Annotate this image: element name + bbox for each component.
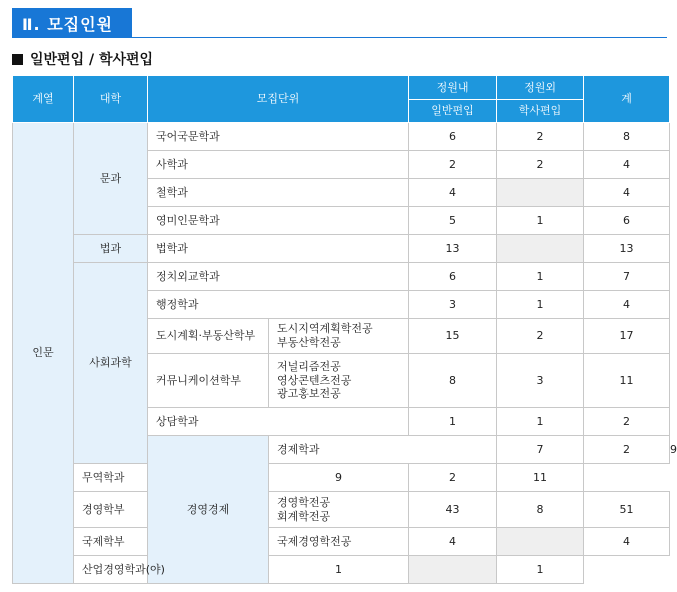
unit-cell: 커뮤니케이션학부 — [148, 354, 269, 408]
bachelor-cell-empty — [497, 179, 584, 207]
major-cell — [269, 319, 409, 354]
general-cell: 4 — [409, 179, 497, 207]
section-title-bar — [12, 8, 667, 38]
table-row — [13, 123, 670, 151]
general-cell: 43 — [409, 492, 497, 528]
general-cell: 15 — [409, 319, 497, 354]
unit-cell: 법학과 — [148, 235, 409, 263]
major-cell — [269, 354, 409, 408]
bachelor-cell: 1 — [497, 291, 584, 319]
unit-cell: 국어국문학과 — [148, 123, 409, 151]
header-gyeyeol: 계열 — [13, 76, 74, 123]
unit-cell: 경제학과 — [269, 436, 497, 464]
college-cell: 법과 — [74, 235, 148, 263]
general-cell: 13 — [409, 235, 497, 263]
total-cell: 8 — [584, 123, 670, 151]
bachelor-cell: 2 — [497, 151, 584, 179]
bachelor-cell-empty — [497, 235, 584, 263]
college-cell: 경영경제 — [148, 436, 269, 584]
unit-cell: 무역학과 — [74, 464, 269, 492]
header-general-transfer: 일반편입 — [409, 100, 497, 123]
general-cell: 3 — [409, 291, 497, 319]
bachelor-cell: 2 — [584, 436, 670, 464]
bachelor-cell: 8 — [497, 492, 584, 528]
bachelor-cell: 1 — [497, 207, 584, 235]
table-row — [13, 528, 670, 556]
header-within-quota: 정원내 — [409, 76, 497, 100]
unit-cell: 사학과 — [148, 151, 409, 179]
total-cell: 2 — [584, 408, 670, 436]
unit-cell: 경영학부 — [74, 492, 148, 528]
major-cell: 국제경영학전공 — [269, 528, 409, 556]
general-cell: 2 — [409, 151, 497, 179]
general-cell: 4 — [409, 528, 497, 556]
title-underline — [132, 37, 667, 38]
general-cell: 1 — [269, 556, 409, 584]
total-cell: 11 — [497, 464, 584, 492]
general-cell: 9 — [269, 464, 409, 492]
admission-table — [12, 75, 677, 584]
total-cell: 4 — [584, 179, 670, 207]
unit-cell: 산업경영학과(야) — [74, 556, 269, 584]
general-cell: 5 — [409, 207, 497, 235]
unit-cell: 철학과 — [148, 179, 409, 207]
unit-cell: 영미인문학과 — [148, 207, 409, 235]
section-title: Ⅱ. 모집인원 — [12, 8, 132, 38]
table-row — [13, 464, 670, 492]
major-item: 광고홍보전공 — [277, 387, 341, 401]
total-cell: 11 — [584, 354, 670, 408]
square-bullet-icon — [12, 54, 23, 65]
total-cell: 4 — [584, 528, 670, 556]
subtitle-text: 일반편입 / 학사편입 — [30, 52, 154, 68]
bachelor-cell: 2 — [409, 464, 497, 492]
unit-cell: 행정학과 — [148, 291, 409, 319]
total-cell: 4 — [584, 291, 670, 319]
major-item: 회계학전공 — [277, 509, 331, 523]
header-college: 대학 — [74, 76, 148, 123]
unit-cell: 국제학부 — [74, 528, 148, 556]
gyeyeol-cell: 인문 — [13, 123, 74, 584]
bachelor-cell: 1 — [497, 408, 584, 436]
table-row — [13, 556, 670, 584]
total-cell: 13 — [584, 235, 670, 263]
general-cell: 1 — [409, 408, 497, 436]
unit-cell: 정치외교학과 — [148, 263, 409, 291]
unit-cell: 상담학과 — [148, 408, 409, 436]
major-item: 경영학전공 — [277, 495, 331, 509]
bachelor-cell-empty — [497, 528, 584, 556]
table-row — [13, 235, 670, 263]
total-cell: 51 — [584, 492, 670, 528]
bachelor-cell: 3 — [497, 354, 584, 408]
table-row — [13, 263, 670, 291]
bachelor-cell-empty — [409, 556, 497, 584]
header-total: 계 — [584, 76, 670, 123]
table-row — [13, 492, 670, 528]
total-cell: 7 — [584, 263, 670, 291]
major-item: 도시지역계획학전공 — [277, 322, 373, 336]
college-cell: 사회과학 — [74, 263, 148, 464]
general-cell: 7 — [497, 436, 584, 464]
major-cell — [269, 492, 409, 528]
header-outside-quota: 정원외 — [497, 76, 584, 100]
table-row: 경영경제 경제학과 7 2 9 — [13, 436, 670, 464]
header-bachelor-transfer: 학사편입 — [497, 100, 584, 123]
unit-cell: 도시계획·부동산학부 — [148, 319, 269, 354]
major-item: 저널리즘전공 — [277, 359, 341, 373]
total-cell: 17 — [584, 319, 670, 354]
bachelor-cell: 1 — [497, 263, 584, 291]
general-cell: 6 — [409, 263, 497, 291]
bachelor-cell: 2 — [497, 123, 584, 151]
bachelor-cell: 2 — [497, 319, 584, 354]
major-item: 영상콘텐츠전공 — [277, 373, 352, 387]
major-item: 부동산학전공 — [277, 336, 341, 349]
total-cell: 1 — [497, 556, 584, 584]
general-cell: 6 — [409, 123, 497, 151]
total-cell: 6 — [584, 207, 670, 235]
college-cell: 문과 — [74, 123, 148, 235]
general-cell: 8 — [409, 354, 497, 408]
total-cell: 4 — [584, 151, 670, 179]
header-unit: 모집단위 — [148, 76, 409, 123]
subtitle — [12, 49, 153, 69]
